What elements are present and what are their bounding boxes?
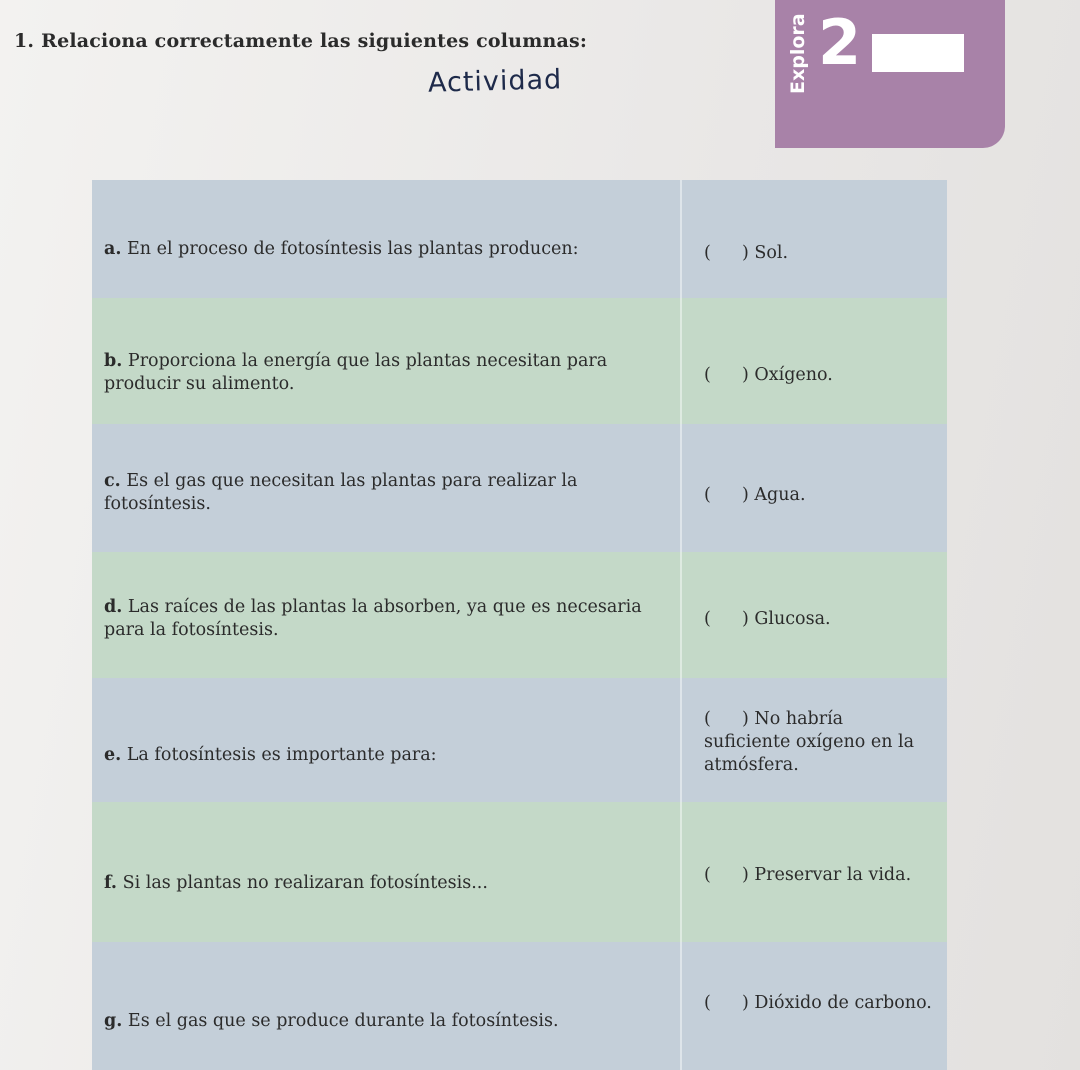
answer-blank[interactable]: ( [704, 485, 711, 505]
table-row [92, 552, 947, 678]
answer-text: Sol. [754, 243, 789, 263]
table-row [92, 678, 947, 802]
question-b [104, 350, 664, 396]
answer-text: Dióxido de carbono. [754, 993, 932, 1013]
question-f [104, 872, 664, 895]
question-letter: d. [104, 597, 123, 617]
badge-bar [872, 34, 964, 72]
badge-number: 2 [818, 6, 862, 79]
answer-d[interactable]: ( ) Glucosa. [704, 609, 831, 629]
question-c [104, 470, 664, 516]
matching-table [92, 180, 947, 1070]
answer-text: Preservar la vida. [754, 865, 912, 885]
answer-c[interactable]: ( ) Agua. [704, 485, 806, 505]
question-text: Proporciona la energía que las plantas necesitan para producir su alimento. [104, 351, 608, 394]
answer-a[interactable]: ( ) Sol. [704, 243, 789, 263]
question-letter: a. [104, 239, 122, 259]
table-row [92, 298, 947, 424]
question-letter: b. [104, 351, 123, 371]
question-letter: e. [104, 745, 122, 765]
answer-blank[interactable]: ( [704, 709, 711, 729]
question-text: Es el gas que necesitan las plantas para realizar la fotosíntesis. [104, 471, 578, 514]
table-row [92, 802, 947, 942]
badge-word: Explora [787, 13, 809, 94]
question-letter: c. [104, 471, 121, 491]
exercise-instruction: Relaciona correctamente las siguientes columnas: [41, 30, 588, 52]
question-text: En el proceso de fotosíntesis las plantas producen: [127, 239, 579, 259]
answer-g[interactable]: ( ) Dióxido de carbono. [704, 993, 932, 1013]
answer-blank[interactable]: ( [704, 609, 711, 629]
exercise-number: 1. [14, 30, 35, 52]
answer-blank[interactable]: ( [704, 865, 711, 885]
question-text: Es el gas que se produce durante la fotosíntesis. [127, 1011, 559, 1031]
handwritten-note: Actividad [427, 64, 563, 99]
column-divider [680, 180, 682, 1070]
answer-blank[interactable]: ( [704, 993, 711, 1013]
answer-text: No habría suficiente oxígeno en la atmósfera. [704, 709, 915, 775]
question-e [104, 744, 664, 767]
answer-f[interactable]: ( ) Preservar la vida. [704, 865, 912, 885]
answer-b[interactable]: ( ) Oxígeno. [704, 365, 833, 385]
question-text: La fotosíntesis es importante para: [126, 745, 437, 765]
answer-blank[interactable]: ( [704, 243, 711, 263]
table-row [92, 942, 947, 1070]
question-text: Si las plantas no realizaran fotosíntesis... [122, 873, 488, 893]
table-row [92, 424, 947, 552]
question-g [104, 1010, 664, 1033]
exercise-title [14, 30, 587, 52]
question-text: Las raíces de las plantas la absorben, ya que es necesaria para la fotosíntesis. [104, 597, 642, 640]
answer-e[interactable]: ( ) No habría suficiente oxígeno en la atmósfera. [704, 709, 915, 775]
question-letter: g. [104, 1011, 123, 1031]
table-row [92, 180, 947, 298]
answer-blank[interactable]: ( [704, 365, 711, 385]
answer-text: Glucosa. [754, 609, 831, 629]
question-a [104, 238, 664, 261]
question-letter: f. [104, 873, 117, 893]
answer-text: Oxígeno. [754, 365, 833, 385]
question-d [104, 596, 664, 642]
answer-text: Agua. [754, 485, 806, 505]
